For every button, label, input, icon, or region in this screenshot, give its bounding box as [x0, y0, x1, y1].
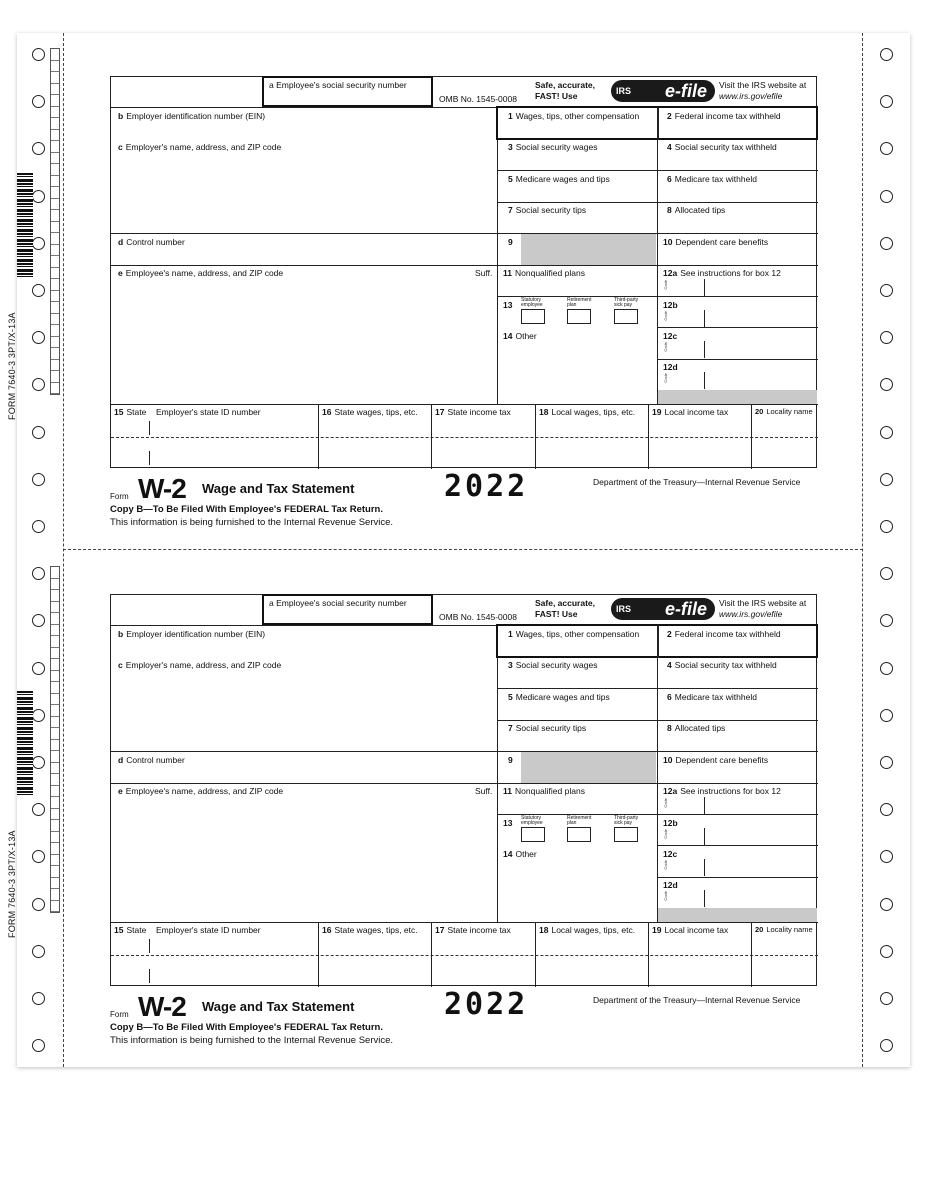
tax-year: 2022 — [444, 469, 529, 504]
retirement-label: Retirement plan — [567, 815, 592, 826]
box-14-label: Other — [515, 331, 537, 341]
feed-hole — [880, 709, 893, 722]
box-6-label: Medicare tax withheld — [674, 174, 757, 184]
box-12d-code-label: Code — [663, 891, 668, 901]
dept-text: Department of the Treasury—Internal Revenue Service — [593, 995, 801, 1005]
copy-b-text: Copy B—To Be Filed With Employee's FEDERAL Tax Return. — [110, 504, 383, 515]
feed-hole — [32, 898, 45, 911]
form-title: Wage and Tax Statement — [202, 481, 355, 496]
form-word: Form — [110, 1010, 129, 1019]
box-2-label: Federal income tax withheld — [674, 629, 781, 639]
box-12b-code-label: Code — [663, 311, 668, 321]
dept-text: Department of the Treasury—Internal Revenue Service — [593, 477, 801, 487]
box-11-label: Nonqualified plans — [515, 786, 585, 796]
suff-label: Suff. — [475, 268, 493, 278]
safe-text: Safe, accurate, — [535, 80, 596, 90]
box-9-label: 9 — [508, 755, 513, 765]
box-12a-code-label: Code — [663, 798, 668, 808]
ssn-label: a Employee's social security number — [269, 80, 407, 90]
box-12a-label: See instructions for box 12 — [680, 786, 781, 796]
box-1-label: Wages, tips, other compensation — [515, 629, 640, 639]
box-12d-code-label: Code — [663, 373, 668, 383]
efile-url: www.irs.gov/efile — [719, 91, 783, 101]
feed-hole — [32, 426, 45, 439]
tractor-number-strip — [50, 48, 60, 395]
box-12c-code-label: Code — [663, 342, 668, 352]
feed-hole — [880, 662, 893, 675]
box-3-label: Social security wages — [515, 142, 598, 152]
right-perforation — [862, 33, 863, 1067]
statutory-checkbox[interactable] — [521, 827, 545, 842]
box-17-label: State income tax — [447, 925, 511, 935]
suff-label: Suff. — [475, 786, 493, 796]
barcode — [17, 173, 33, 278]
box-9-shaded — [521, 234, 656, 265]
retirement-label: Retirement plan — [567, 297, 592, 308]
box-9-label: 9 — [508, 237, 513, 247]
box-4-label: Social security tax withheld — [674, 142, 777, 152]
box-10-label: Dependent care benefits — [675, 237, 769, 247]
box-12d-shaded — [658, 908, 817, 922]
efile-url: www.irs.gov/efile — [719, 609, 783, 619]
info-text: This information is being furnished to the Internal Revenue Service. — [110, 517, 394, 528]
feed-hole — [880, 48, 893, 61]
left-perforation — [63, 33, 64, 1067]
visit-text: Visit the IRS website at — [719, 80, 807, 90]
feed-hole — [32, 992, 45, 1005]
side-form-code: FORM 7640-3 3PT/X-13A — [7, 830, 17, 938]
safe-text: Safe, accurate, — [535, 598, 596, 608]
statutory-label: Statutory employee — [521, 297, 543, 308]
form-name: W-2 — [138, 473, 186, 504]
thirdparty-label: Third-party sick pay — [614, 815, 639, 826]
box-12d-shaded — [658, 390, 817, 404]
box-11-label: Nonqualified plans — [515, 268, 585, 278]
box-1-label: Wages, tips, other compensation — [515, 111, 640, 121]
barcode — [17, 691, 33, 796]
feed-hole — [880, 284, 893, 297]
thirdparty-checkbox[interactable] — [614, 309, 638, 324]
box-d-label: Control number — [126, 755, 185, 765]
feed-hole — [32, 520, 45, 533]
feed-hole — [880, 426, 893, 439]
feed-hole — [880, 992, 893, 1005]
feed-hole — [880, 945, 893, 958]
box-15-label: State — [126, 407, 147, 417]
efile-logo: IRS e-file — [611, 598, 715, 620]
fast-text: FAST! Use — [535, 91, 578, 101]
retirement-checkbox[interactable] — [567, 309, 591, 324]
box-5-label: Medicare wages and tips — [515, 174, 610, 184]
info-text: This information is being furnished to the Internal Revenue Service. — [110, 1035, 394, 1046]
w2-grid: a Employee's social security number OMB No. 1545-0008 Safe, accurate, FAST! Use IRS e-file Visit the IRS website at www.irs.gov/efile b Employer identification number (EIN) c Employer's name, address, and ZIP code d Control number e Employee's name, address, and ZIP code Suff. 1 Wages, tips, other compensation 3 Social security wages 5 Medicare wages and tips 7 Social security tips 9 11 Nonqualified plans 13 Statutory employee Retirement plan Third-party sick pay 14 Other 2 Federal income tax withheld 4 Social security tax withheld 6 Medicare tax withheld 8 Allocated tips 10 Dependent care benefits 12a See instructions for box 12 12b 12c 12d Code Code Code Code 15 State Employer's state ID number 16 State wages, tips, etc. 17 State income tax 18 Local wages, tips, etc. 19 Local income tax 20 Locality name — [110, 594, 817, 986]
box-7-label: Social security tips — [515, 723, 587, 733]
middle-perforation — [63, 549, 863, 550]
box-17-label: State income tax — [447, 407, 511, 417]
box-e-label: Employee's name, address, and ZIP code — [125, 786, 284, 796]
statutory-checkbox[interactable] — [521, 309, 545, 324]
box-18-label: Local wages, tips, etc. — [551, 407, 636, 417]
box-18-label: Local wages, tips, etc. — [551, 925, 636, 935]
w2-grid: a Employee's social security number OMB No. 1545-0008 Safe, accurate, FAST! Use IRS e-file Visit the IRS website at www.irs.gov/efile b Employer identification number (EIN) c Employer's name, address, and ZIP code d Control number e Employee's name, address, and ZIP code Suff. 1 Wages, tips, other compensation 3 Social security wages 5 Medicare wages and tips 7 Social security tips 9 11 Nonqualified plans 13 Statutory employee Retirement plan Third-party sick pay 14 Other 2 Federal income tax withheld 4 Social security tax withheld 6 Medicare tax withheld 8 Allocated tips 10 Dependent care benefits 12a See instructions for box 12 12b 12c 12d Code Code Code Code 15 State Employer's state ID number 16 State wages, tips, etc. 17 State income tax 18 Local wages, tips, etc. 19 Local income tax 20 Locality name — [110, 76, 817, 468]
thirdparty-label: Third-party sick pay — [614, 297, 639, 308]
box-8-label: Allocated tips — [674, 723, 726, 733]
box-2-label: Federal income tax withheld — [674, 111, 781, 121]
feed-hole — [32, 284, 45, 297]
box-15-label: State — [126, 925, 147, 935]
box-10-label: Dependent care benefits — [675, 755, 769, 765]
box-20-label: Locality name — [766, 925, 813, 934]
feed-hole — [32, 473, 45, 486]
retirement-checkbox[interactable] — [567, 827, 591, 842]
box-5-label: Medicare wages and tips — [515, 692, 610, 702]
box-12a-code-label: Code — [663, 280, 668, 290]
box-6-label: Medicare tax withheld — [674, 692, 757, 702]
omb-number: OMB No. 1545-0008 — [439, 612, 517, 622]
box-16-label: State wages, tips, etc. — [334, 925, 418, 935]
tax-year: 2022 — [444, 987, 529, 1022]
form-word: Form — [110, 492, 129, 501]
feed-hole — [32, 945, 45, 958]
state-id-label: Employer's state ID number — [156, 407, 261, 417]
copy-b-text: Copy B—To Be Filed With Employee's FEDERAL Tax Return. — [110, 1022, 383, 1033]
feed-hole — [880, 190, 893, 203]
box-b-label: Employer identification number (EIN) — [126, 629, 266, 639]
box-b-label: Employer identification number (EIN) — [126, 111, 266, 121]
feed-hole — [880, 756, 893, 769]
box-19-label: Local income tax — [664, 407, 729, 417]
feed-hole — [32, 756, 45, 769]
state-id-label: Employer's state ID number — [156, 925, 261, 935]
efile-logo: IRS e-file — [611, 80, 715, 102]
box-12c-code-label: Code — [663, 860, 668, 870]
box-c-label: Employer's name, address, and ZIP code — [125, 660, 282, 670]
form-name: W-2 — [138, 991, 186, 1022]
side-form-code: FORM 7640-3 3PT/X-13A — [7, 312, 17, 420]
thirdparty-checkbox[interactable] — [614, 827, 638, 842]
box-e-label: Employee's name, address, and ZIP code — [125, 268, 284, 278]
box-12b-code-label: Code — [663, 829, 668, 839]
feed-hole — [880, 520, 893, 533]
box-3-label: Social security wages — [515, 660, 598, 670]
feed-hole — [32, 190, 45, 203]
form-title: Wage and Tax Statement — [202, 999, 355, 1014]
box-16-label: State wages, tips, etc. — [334, 407, 418, 417]
box-20-label: Locality name — [766, 407, 813, 416]
feed-hole — [880, 237, 893, 250]
box-9-shaded — [521, 752, 656, 783]
box-7-label: Social security tips — [515, 205, 587, 215]
box-d-label: Control number — [126, 237, 185, 247]
tractor-number-strip — [50, 566, 60, 913]
box-19-label: Local income tax — [664, 925, 729, 935]
box-8-label: Allocated tips — [674, 205, 726, 215]
statutory-label: Statutory employee — [521, 815, 543, 826]
omb-number: OMB No. 1545-0008 — [439, 94, 517, 104]
feed-hole — [32, 48, 45, 61]
feed-hole — [880, 473, 893, 486]
fast-text: FAST! Use — [535, 609, 578, 619]
visit-text: Visit the IRS website at — [719, 598, 807, 608]
box-14-label: Other — [515, 849, 537, 859]
box-4-label: Social security tax withheld — [674, 660, 777, 670]
feed-hole — [32, 237, 45, 250]
feed-hole — [880, 898, 893, 911]
box-12a-label: See instructions for box 12 — [680, 268, 781, 278]
box-c-label: Employer's name, address, and ZIP code — [125, 142, 282, 152]
ssn-label: a Employee's social security number — [269, 598, 407, 608]
feed-hole — [32, 662, 45, 675]
feed-hole — [32, 709, 45, 722]
